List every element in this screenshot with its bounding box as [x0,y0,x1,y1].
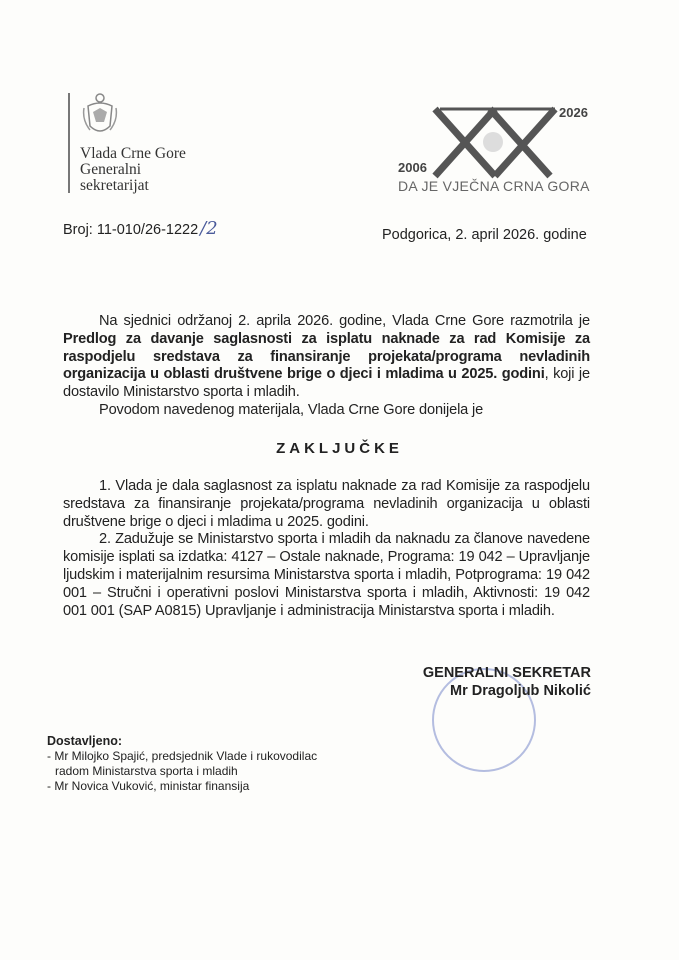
intro-text-end: , koji je dostavilo Ministarstvo sporta i mladih. [63,366,590,401]
distribution-item: - Mr Novica Vuković, ministar finansija [47,779,250,793]
signatory-name: Mr Dragoljub Nikolić [450,683,591,699]
logo-year-start: 2006 [398,160,427,175]
document-date: Podgorica, 2. april 2026. godine [382,227,587,243]
distribution-item: - Mr Milojko Spajić, predsjednik Vlade i rukovodilac [47,749,318,763]
intro-section [63,313,590,420]
org-line: sekretarijat [80,177,149,194]
signature-block [395,664,591,700]
header-rule [68,93,70,193]
intro-bold-subject: Predlog za davanje saglasnosti za isplatu naknade za rad Komisije za raspodjelu sredstava za finansiranje projekata/programa nevladinih organizacija u oblasti društvene brige o djeci i mladima u 2025. godini [63,330,590,383]
distribution-list [47,734,317,794]
document-number-text: Broj: 11-010/26-1222 [63,222,199,238]
handwritten-suffix: /2 [200,218,218,239]
distribution-item: radom Ministarstva sporta i mladih [55,764,238,778]
document-number [63,218,218,239]
distribution-heading: Dostavljeno: [47,734,123,748]
conclusions-title: ZAKLJUČKE [276,440,403,457]
intro-text: Na sjednici održanoj 2. aprila 2026. godine, Vlada Crne Gore razmotrila je [99,313,590,329]
conclusion-item: 1. Vlada je dala saglasnost za isplatu naknade za rad Komisije za raspodjelu sredstava za finansiranje projekata/programa nevladinih organizacija u oblasti društvene brige o djeci i mladima u 2025. godini. [63,478,590,530]
org-line: Generalni [80,161,142,178]
org-line: Vlada Crne Gore [80,145,186,162]
conclusions-list [63,478,590,620]
logo-year-end: 2026 [559,105,588,120]
decision-paragraph: Povodom navedenog materijala, Vlada Crne Gore donijela je [99,401,484,418]
logo-motto: DA JE VJEČNA CRNA GORA [398,178,590,194]
organization-name [80,146,186,194]
intro-paragraph [63,313,590,402]
conclusion-item: 2. Zadužuje se Ministarstvo sporta i mladih da naknadu za članove navedene komisije isplati sa izdatka: 4127 – Ostale naknade, Programa: 19 042 – Upravljanje ljudskim i materijalnim resursima Ministarstva sporta i mladih, Potprograma: 19 042 001 – Stručni i operativni poslovi Ministarstva sporta i mladih, Aktivnosti: 19 042 001 001 (SAP A0815) Upravljanje i administracija Ministarstva sporta i mladih. [63,531,590,619]
signatory-title: GENERALNI SEKRETAR [422,665,591,681]
coat-of-arms-icon [80,92,120,140]
